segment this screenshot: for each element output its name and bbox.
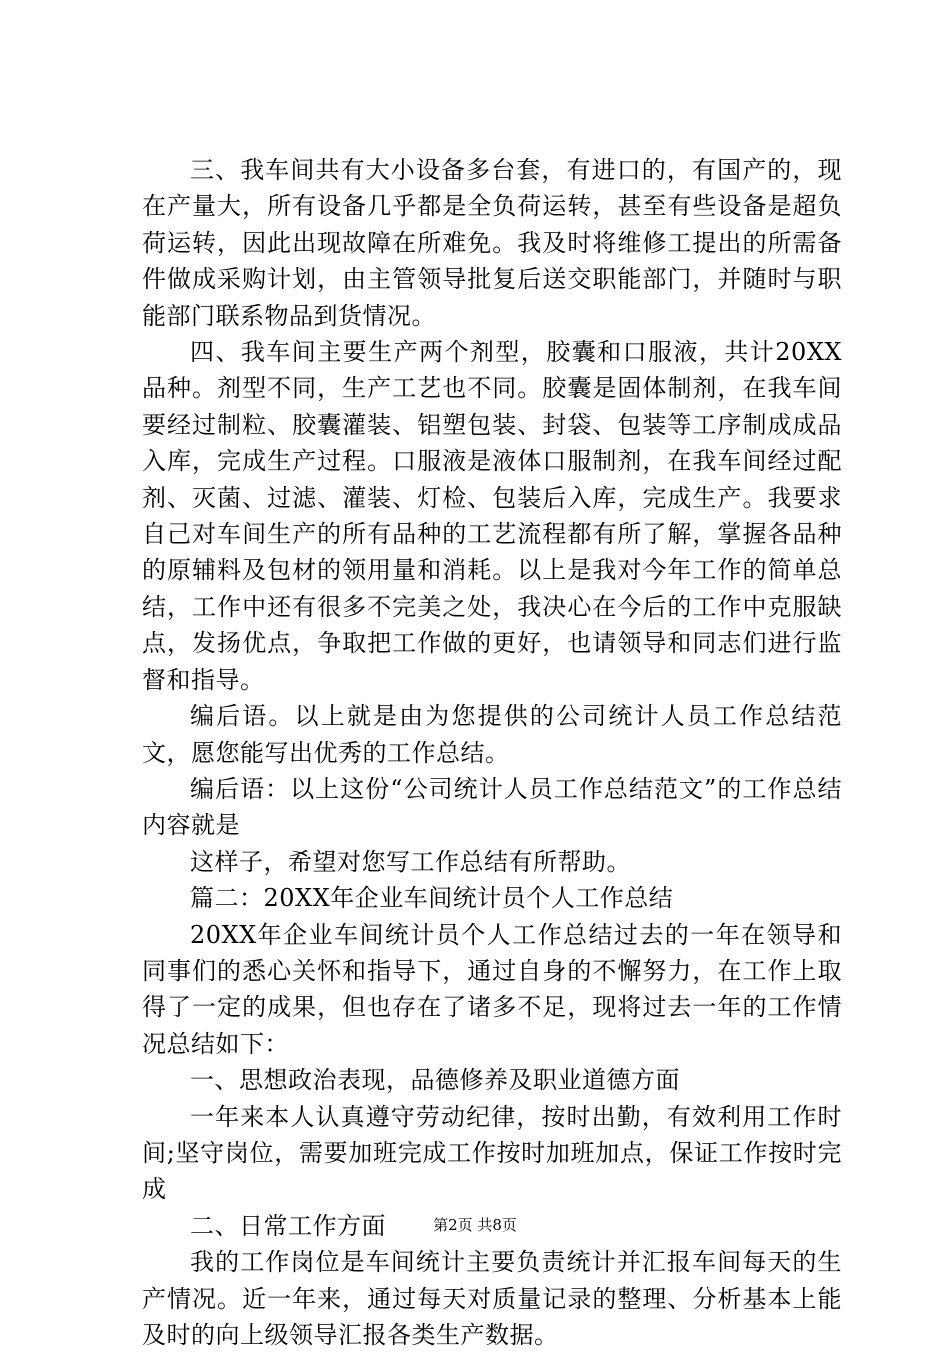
paragraph-daily-work: 我的工作岗位是车间统计主要负责统计并汇报车间每天的生产情况。近一年来，通过每天对质量记录的整理、分析基本上能及时的向上级领导汇报各类生产数据。: [142, 1248, 842, 1349]
heading-daily-work: 二、日常工作方面: [190, 1211, 386, 1240]
page-number-footer: 第2页 共8页: [433, 1216, 517, 1234]
paragraph-equipment: 三、我车间共有大小设备多台套，有进口的，有国产的，现在产量大，所有设备几乎都是全负荷运转，甚至有些设备是超负荷运转，因此出现故障在所难免。我及时将维修工提出的所需备件做成采购计划，由主管领导批复后送交职能部门，并随时与职能部门联系物品到货情况。: [142, 156, 842, 330]
heading-political-performance: 一、思想政治表现，品德修养及职业道德方面: [190, 1066, 680, 1095]
paragraph-discipline: 一年来本人认真遵守劳动纪律，按时出勤，有效利用工作时间;坚守岗位，需要加班完成工作按时加班加点，保证工作按时完成: [142, 1102, 842, 1204]
paragraph-editor-note-3: 这样子，希望对您写工作总结有所帮助。: [190, 847, 631, 876]
section-title-part-two: 篇二：20XX年企业车间统计员个人工作总结: [190, 884, 674, 913]
paragraph-intro: 20XX年企业车间统计员个人工作总结过去的一年在领导和同事们的悉心关怀和指导下，通过自身的不懈努力，在工作上取得了一定的成果，但也存在了诸多不足，现将过去一年的工作情况总结如下：: [142, 920, 842, 1058]
document-body: [142, 152, 842, 1353]
paragraph-editor-note-1: 编后语。以上就是由为您提供的公司统计人员工作总结范文，愿您能写出优秀的工作总结。: [142, 702, 842, 767]
paragraph-products: 四、我车间主要生产两个剂型，胶囊和口服液，共计20XX品种。剂型不同，生产工艺也不同。胶囊是固体制剂，在我车间要经过制粒、胶囊灌装、铝塑包装、封袋、包装等工序制成成品入库，完成生产过程。口服液是液体口服制剂，在我车间经过配剂、灭菌、过滤、灌装、灯检、包装后入库，完成生产。我要求自己对车间生产的所有品种的工艺流程都有所了解，掌握各品种的原辅料及包材的领用量和消耗。以上是我对今年工作的简单总结，工作中还有很多不完美之处，我决心在今后的工作中克服缺点，发扬优点，争取把工作做的更好，也请领导和同志们进行监督和指导。: [142, 338, 842, 694]
paragraph-editor-note-2: 编后语：以上这份“公司统计人员工作总结范文”的工作总结内容就是: [142, 774, 842, 840]
